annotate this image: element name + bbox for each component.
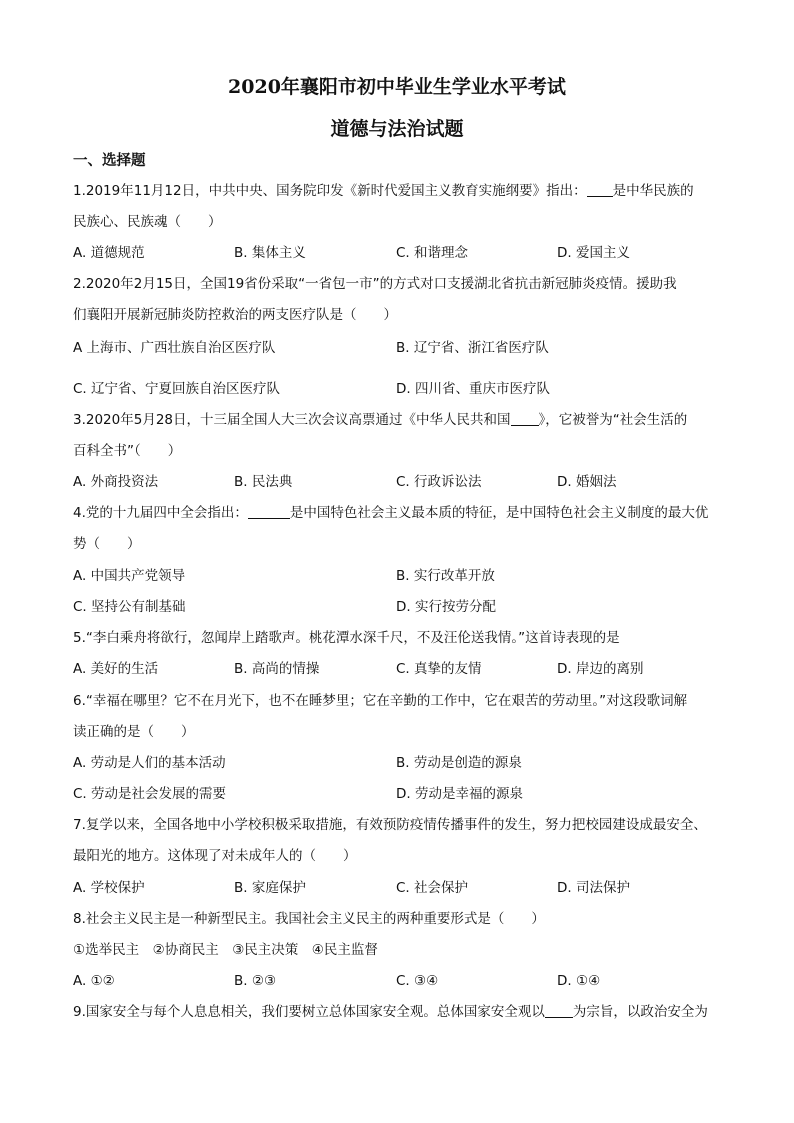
exam-subtitle: 道德与法治试题 bbox=[330, 118, 464, 140]
question-6-option-a: A. 劳动是人们的基本活动 bbox=[73, 755, 226, 771]
question-1-option-c: C. 和谐理念 bbox=[396, 245, 469, 261]
question-3-option-b: B. 民法典 bbox=[234, 474, 293, 490]
question-4-option-b: B. 实行改革开放 bbox=[396, 568, 495, 584]
question-text: 为宗旨，以政治安全为 bbox=[572, 1004, 708, 1020]
question-6-option-c: C. 劳动是社会发展的需要 bbox=[73, 786, 227, 802]
question-4-option-c: C. 坚持公有制基础 bbox=[73, 599, 186, 615]
question-5-option-a: A. 美好的生活 bbox=[73, 661, 159, 677]
question-8-line-2: ①选举民主 ②协商民主 ③民主决策 ④民主监督 bbox=[73, 942, 378, 958]
question-7-line-1: 7.复学以来，全国各地中小学校积极采取措施，有效预防疫情传播事件的发生，努力把校园建设成最安全、 bbox=[73, 817, 707, 833]
question-7-line-2: 最阳光的地方。这体现了对未成年人的（ ） bbox=[73, 848, 357, 864]
question-7-option-b: B. 家庭保护 bbox=[234, 880, 306, 896]
question-7-option-a: A. 学校保护 bbox=[73, 880, 145, 896]
question-text: 3.2020年5月28日，十三届全国人大三次会议高票通过《中华人民共和国 bbox=[73, 412, 511, 428]
section-heading: 一、选择题 bbox=[73, 153, 146, 169]
question-4-option-a: A. 中国共产党领导 bbox=[73, 568, 186, 584]
question-2-option-d: D. 四川省、重庆市医疗队 bbox=[396, 381, 550, 397]
question-1-option-b: B. 集体主义 bbox=[234, 245, 306, 261]
question-text: 1.2019年11月12日，中共中央、国务院印发《新时代爱国主义教育实施纲要》指出： bbox=[73, 183, 587, 199]
question-5-option-b: B. 高尚的情操 bbox=[234, 661, 320, 677]
question-4-option-d: D. 实行按劳分配 bbox=[396, 599, 496, 615]
question-1-option-a: A. 道德规范 bbox=[73, 245, 145, 261]
question-text: 是中华民族的 bbox=[612, 183, 694, 199]
answer-blank bbox=[248, 504, 290, 519]
question-6-line-1: 6.“幸福在哪里？它不在月光下，也不在睡梦里；它在辛勤的工作中，它在艰苦的劳动里。”对这段歌词解 bbox=[73, 693, 688, 709]
question-text: 9.国家安全与每个人息息相关，我们要树立总体国家安全观。总体国家安全观以 bbox=[73, 1004, 545, 1020]
question-6-option-d: D. 劳动是幸福的源泉 bbox=[396, 786, 523, 802]
question-6-option-b: B. 劳动是创造的源泉 bbox=[396, 755, 522, 771]
question-8-option-c: C. ③④ bbox=[396, 973, 439, 989]
question-2-line-1: 2.2020年2月15日，全国19省份采取“一省包一市”的方式对口支援湖北省抗击新冠肺炎疫情。援助我 bbox=[73, 276, 677, 292]
question-5-line-1: 5.“李白乘舟将欲行，忽闻岸上踏歌声。桃花潭水深千尺，不及汪伦送我情。”这首诗表现的是 bbox=[73, 630, 620, 646]
question-text: 》，它被誉为“社会生活的 bbox=[538, 412, 688, 428]
question-1-line-1 bbox=[73, 182, 694, 200]
answer-blank bbox=[511, 411, 539, 426]
exam-title: 2020年襄阳市初中毕业生学业水平考试 bbox=[228, 76, 566, 98]
question-3-option-a: A. 外商投资法 bbox=[73, 474, 159, 490]
question-8-option-b: B. ②③ bbox=[234, 973, 277, 989]
question-2-option-c: C. 辽宁省、宁夏回族自治区医疗队 bbox=[73, 381, 281, 397]
question-3-line-1 bbox=[73, 411, 687, 429]
question-text: 是中国特色社会主义最本质的特征，是中国特色社会主义制度的最大优 bbox=[289, 505, 709, 521]
question-3-option-d: D. 婚姻法 bbox=[557, 474, 617, 490]
answer-blank bbox=[587, 182, 613, 197]
question-3-line-2: 百科全书”（ ） bbox=[73, 443, 182, 459]
question-2-line-2: 们襄阳开展新冠肺炎防控救治的两支医疗队是（ ） bbox=[73, 307, 397, 323]
answer-blank bbox=[545, 1003, 573, 1018]
question-7-option-d: D. 司法保护 bbox=[557, 880, 630, 896]
question-9-line-1 bbox=[73, 1003, 708, 1021]
question-8-option-a: A. ①② bbox=[73, 973, 115, 989]
question-2-option-b: B. 辽宁省、浙江省医疗队 bbox=[396, 340, 549, 356]
question-2-option-a: A 上海市、广西壮族自治区医疗队 bbox=[73, 340, 276, 356]
question-1-line-2: 民族心、民族魂（ ） bbox=[73, 214, 222, 230]
question-4-line-2: 势（ ） bbox=[73, 536, 141, 552]
question-1-option-d: D. 爱国主义 bbox=[557, 245, 630, 261]
question-7-option-c: C. 社会保护 bbox=[396, 880, 469, 896]
question-6-line-2: 读正确的是（ ） bbox=[73, 724, 195, 740]
question-8-option-d: D. ①④ bbox=[557, 973, 601, 989]
question-8-line-1: 8.社会主义民主是一种新型民主。我国社会主义民主的两种重要形式是（ ） bbox=[73, 911, 545, 927]
question-5-option-d: D. 岸边的离别 bbox=[557, 661, 644, 677]
question-3-option-c: C. 行政诉讼法 bbox=[396, 474, 482, 490]
question-text: 4.党的十九届四中全会指出： bbox=[73, 505, 248, 521]
question-4-line-1 bbox=[73, 504, 708, 522]
question-5-option-c: C. 真挚的友情 bbox=[396, 661, 482, 677]
